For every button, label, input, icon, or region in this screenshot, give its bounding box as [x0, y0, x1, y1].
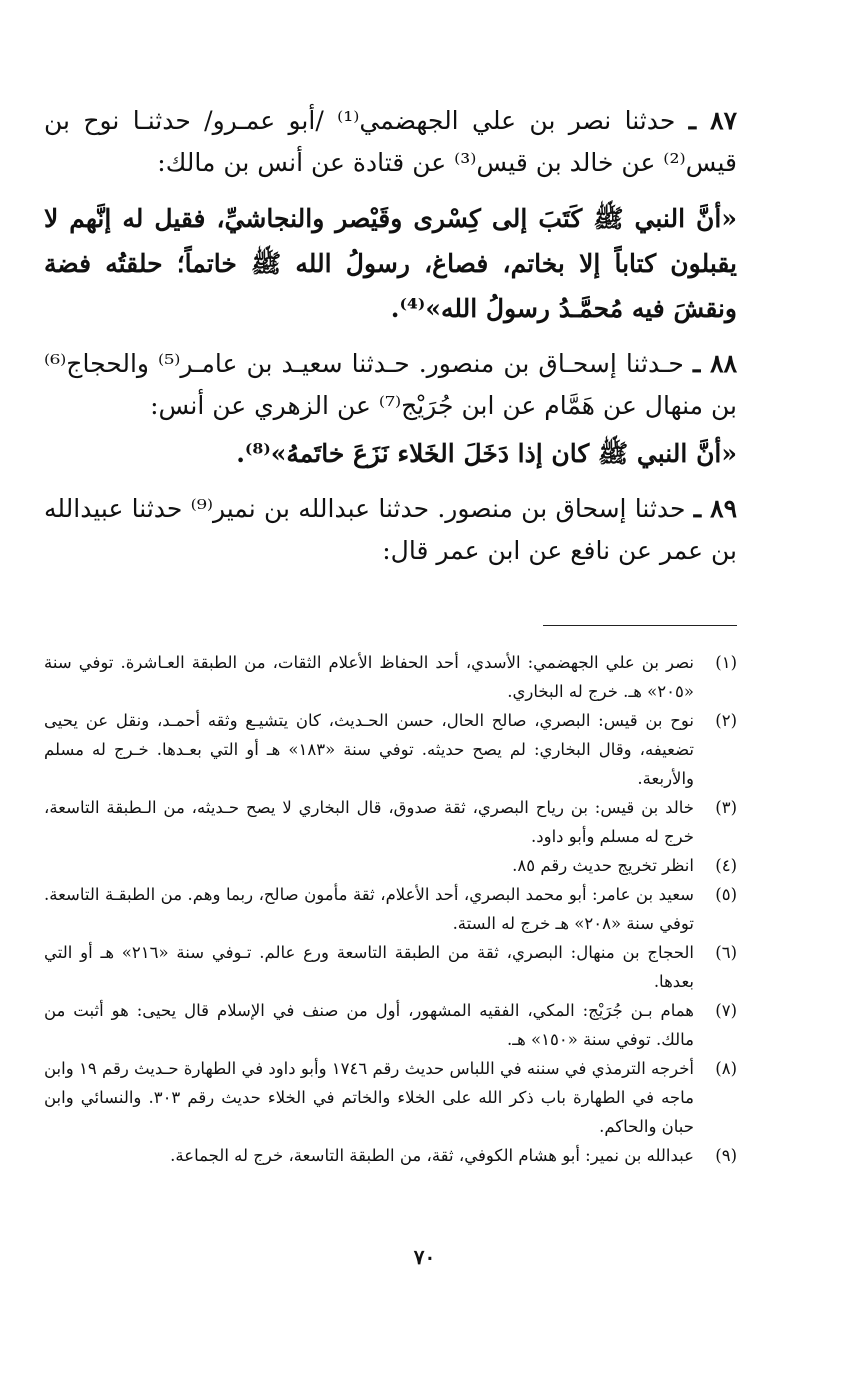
footnote	[44, 648, 737, 706]
footnote-number: (٥)	[715, 885, 737, 904]
page-number: ٧٠	[413, 1245, 436, 1269]
hadith-89-isnad	[44, 488, 737, 572]
hadith-87-isnad-text: حدثنا نصر بن علي الجهضمي⁽¹⁾ /أبو عمـرو/ حدثنـا نوح بن قيس⁽²⁾ عن خالد بن قيس⁽³⁾ عن قتادة عن أنس بن مالك:	[44, 106, 737, 177]
footnote-separator	[543, 625, 737, 626]
footnote-text: خالد بن قيس: بن رياح البصري، ثقة صدوق، قال البخاري لا يصح حـديثه، من الـطبقة التاسعة، خرج له مسلم وأبو داود.	[44, 798, 694, 846]
footnote	[44, 1054, 737, 1141]
footnote-text: الحجاج بن منهال: البصري، ثقة من الطبقة التاسعة ورع عالم. تـوفي سنة «٢١٦» هـ أو التي بعدها.	[44, 943, 694, 991]
hadith-89-isnad-text: حدثنا إسحاق بن منصور. حدثنا عبدالله بن نمير⁽⁹⁾ حدثنا عبيدالله بن عمر عن نافع عن ابن عمر قال:	[44, 494, 737, 565]
footnotes	[44, 648, 737, 1170]
footnote-number: (٤)	[715, 856, 737, 875]
footnote	[44, 880, 737, 938]
hadith-88-matn: «أنَّ النبي ﷺ كان إذا دَخَلَ الخَلاء نَزَعَ خاتَمهُ»⁽⁸⁾.	[236, 439, 737, 468]
hadith-88-number: ٨٨ ـ	[692, 349, 737, 378]
hadith-88-isnad-text: حـدثنا إسحـاق بن منصور. حـدثنا سعيـد بن عامـر⁽⁵⁾ والحجاج⁽⁶⁾ بن منهال عن هَمَّام عن ابن جُرَيْج⁽⁷⁾ عن الزهري عن أنس:	[44, 349, 737, 420]
footnote-text: سعيد بن عامر: أبو محمد البصري، أحد الأعلام، ثقة مأمون صالح، ربما وهم. من الطبقـة التاسعة. توفي سنة «٢٠٨» هـ خرج له الستة.	[44, 885, 694, 933]
hadith-87-isnad	[44, 100, 737, 184]
footnote-number: (٣)	[715, 798, 737, 817]
footnote	[44, 996, 737, 1054]
hadith-89-number: ٨٩ ـ	[693, 494, 738, 523]
footnote-number: (٨)	[715, 1059, 737, 1078]
hadith-88-isnad	[44, 343, 737, 427]
footnote	[44, 938, 737, 996]
footnote	[44, 851, 737, 880]
footnote	[44, 793, 737, 851]
hadith-87-matn: «أنَّ النبي ﷺ كَتَبَ إلى كِسْرى وقَيْصر والنجاشيِّ، فقيل له إنَّهم لا يقبلون كتاباً إلا بخاتم، فصاغ، رسولُ الله ﷺ خاتماً؛ حلقتُه فضة ونقشَ فيه مُحمَّـدُ رسولُ الله»⁽⁴⁾.	[44, 204, 737, 323]
hadith-87-number: ٨٧ ـ	[688, 106, 738, 135]
footnote	[44, 706, 737, 793]
footnote	[44, 1141, 737, 1170]
main-text	[44, 100, 737, 572]
footnote-text: نصر بن علي الجهضمي: الأسدي، أحد الحفاظ الأعلام الثقات، من الطبقة العـاشرة. توفي سنة «٢٠٥» هـ. خرج له البخاري.	[44, 653, 694, 701]
footnote-number: (٩)	[715, 1146, 737, 1165]
footnote-text: انظر تخريج حديث رقم ٨٥.	[512, 856, 694, 875]
footnote-number: (٢)	[715, 711, 737, 730]
footnote-text: نوح بن قيس: البصري، صالح الحال، حسن الحـديث، كان يتشيـع وثقه أحمـد، ونقل عن يحيى تضعيفه، وقال البخاري: لم يصح حديثه. توفي سنة «١٨٣» هـ أو التي بعـدها. خـرج له مسلم والأربعة.	[44, 711, 695, 788]
footnote-text: عبدالله بن نمير: أبو هشام الكوفي، ثقة، من الطبقة التاسعة، خرج له الجماعة.	[170, 1146, 694, 1165]
footnote-text: همام بـن جُرَيْج: المكي، الفقيه المشهور، أول من صنف في الإسلام قال يحيى: هو أثبت من مالك. توفي سنة «١٥٠» هـ.	[44, 1001, 694, 1049]
footnote-text: أخرجه الترمذي في سننه في اللباس حديث رقم ١٧٤٦ وأبو داود في الطهارة حـديث رقم ١٩ وابن ماجه في الطهارة باب ذكر الله على الخلاء والخاتم في الخلاء حديث رقم ٣٠٣. والنسائي وابن حبان والحاكم.	[44, 1059, 694, 1136]
footnote-number: (١)	[715, 653, 737, 672]
footnote-number: (٧)	[715, 1001, 737, 1020]
footnote-number: (٦)	[715, 943, 737, 962]
